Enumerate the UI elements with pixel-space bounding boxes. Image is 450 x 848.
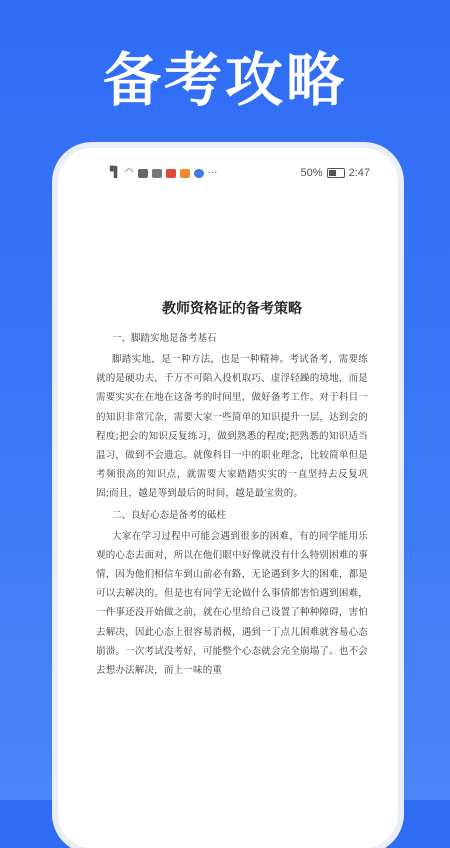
rss-icon <box>180 169 190 178</box>
document-title: 教师资格证的备考策略 <box>162 301 302 317</box>
battery-percent: 50% <box>300 167 323 179</box>
notification-icon <box>138 169 148 178</box>
status-icons-right <box>301 167 370 179</box>
banner-title: 备考攻略 <box>102 46 347 114</box>
section-heading: 一、脚踏实地是备考基石 <box>112 333 217 344</box>
clock: 2:47 <box>348 167 370 179</box>
wifi-icon: ◠ <box>124 167 134 178</box>
phone-frame <box>58 148 398 848</box>
mail-icon <box>152 169 162 178</box>
browser-icon <box>194 169 204 178</box>
app-icon <box>166 169 176 178</box>
section-heading: 二、良好心态是备考的砥柱 <box>112 509 227 521</box>
status-icons-left <box>106 167 218 179</box>
sim-icon: ▝▌ <box>106 167 121 178</box>
more-icon: ··· <box>207 167 218 178</box>
battery-icon <box>327 168 345 178</box>
section-body: 大家在学习过程中可能会遇到很多的困难，有的同学能用乐观的心态去面对，所以在他们眼中好像就没有什么特别困难的事情，因为他们相信车到山前必有路，无论遇到多大的困难，都是可以去解决的。但是也有同学无论做什么事情都害怕遇到困难，一件事还没开始做之前，就在心里给自己设置了种种障碍，害怕去解决，因此心态上很容易消极，遇到一丁点儿困难就容易心态崩溃。一次考试没考好，可能整个心态就会完全崩塌了。也不会去想办法解决，而上一味的重 <box>96 530 368 677</box>
status-bar <box>106 164 370 182</box>
section-body: 脚踏实地，是一种方法，也是一种精神。考试备考，需要练就的是硬功夫，千万不可陷入投机取巧、虚浮轻躁的境地，而是需要实实在在地在这备考的时间里，做好备考工作。对于科目一的知识非常冗杂，需要大家一些简单的知识提升一层，达到会的程度;把会的知识反复练习，做到熟悉的程度;把熟悉的知识适当温习，做到不会遗忘。就像科目一中的职业理念，比较简单但是考频很高的知识点，就需要大家踏踏实实的一直坚持去反复巩固;而且，越是等到最后的时间，越是最宝贵的。 <box>96 354 368 500</box>
document <box>96 300 368 683</box>
